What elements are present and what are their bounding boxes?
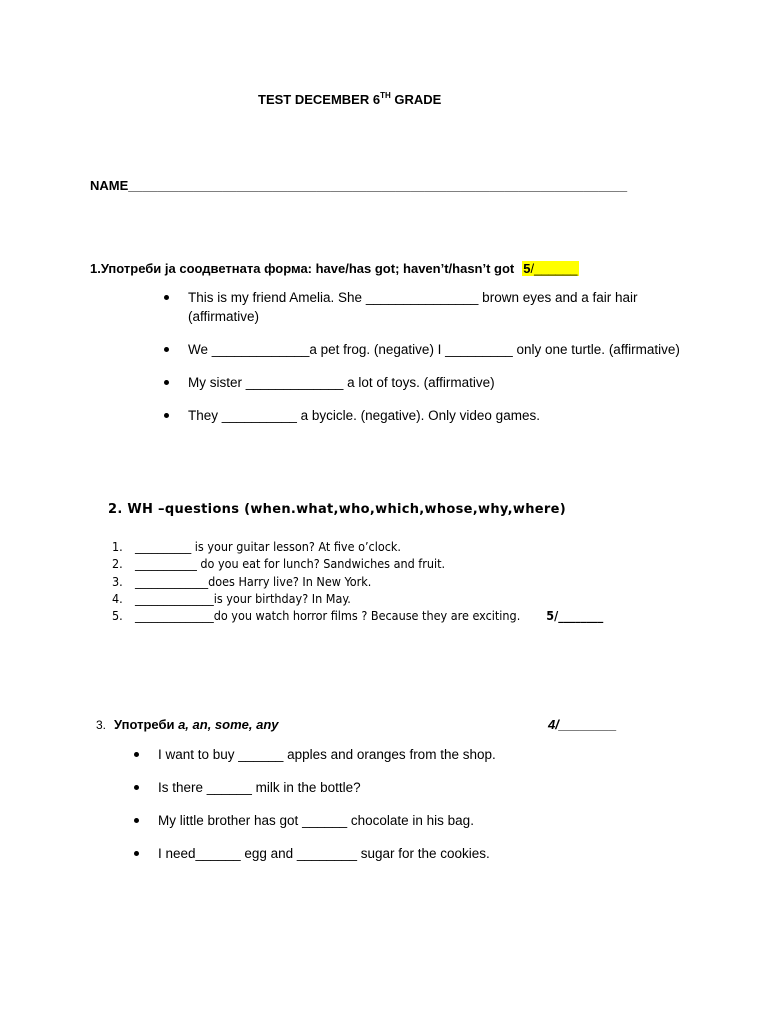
list-item-number: 5. [112, 608, 123, 624]
section3-number: 3. [96, 718, 107, 732]
list-item-text: ___________ do you eat for lunch? Sandwiches and fruit. [135, 556, 446, 572]
list-item [112, 555, 603, 572]
bullet-icon [164, 380, 169, 385]
section3-heading [96, 717, 279, 732]
list-item-text: ______________is your birthday? In May. [135, 590, 351, 606]
section1-score-number: 5 [523, 261, 531, 276]
list-item-text: My little brother has got ______ chocolate in his bag. [158, 813, 474, 828]
list-item [164, 373, 694, 392]
title-rest: GRADE [390, 92, 442, 107]
list-item [112, 590, 603, 607]
bullet-icon [134, 785, 139, 790]
list-item-text: We _____________a pet frog. (negative) I _________ only one turtle. (affirmative) [188, 342, 680, 357]
bullet-icon [164, 347, 169, 352]
name-field-line: NAME_____________________________________________________________________ [90, 178, 628, 193]
list-item-text: ______________do you watch horror films ? Because they are exciting. [135, 608, 521, 624]
list-item [112, 538, 603, 555]
list-item [164, 288, 694, 326]
bullet-icon [134, 818, 139, 823]
section3-score: 4/________ [548, 717, 617, 732]
bullet-icon [134, 752, 139, 757]
list-item-text: Is there ______ milk in the bottle? [158, 780, 361, 795]
section2-list [112, 538, 603, 624]
section3-list [134, 745, 694, 877]
section1-heading-text: 1.Употреби ја соодветната форма: have/has got; haven’t/hasn’t got [90, 261, 515, 276]
section1-score-highlight [522, 261, 578, 276]
list-item [112, 573, 603, 590]
list-item-text: They __________ a bycicle. (negative). Only video games. [188, 408, 540, 423]
list-item [134, 811, 694, 830]
list-item-text: _____________does Harry live? In New York. [135, 573, 372, 589]
bullet-icon [164, 413, 169, 418]
list-item [112, 607, 603, 624]
list-item [164, 340, 694, 359]
list-item [134, 778, 694, 797]
bullet-icon [164, 295, 169, 300]
list-item-text: This is my friend Amelia. She _______________ brown eyes and a fair hair (affirmative) [188, 290, 638, 324]
section2-heading: 2. WH –questions (when.what,who,which,whose,why,where) [108, 502, 566, 517]
list-item-text: I want to buy ______ apples and oranges from the shop. [158, 747, 496, 762]
section1-score-blank: /______ [530, 261, 578, 276]
section1-heading [90, 261, 579, 276]
section3-heading-prefix: Употреби [114, 717, 179, 732]
title-superscript: TH [380, 90, 391, 100]
section1-list [164, 288, 694, 439]
title-main: TEST DECEMBER 6 [258, 92, 381, 107]
list-item-number: 2. [112, 556, 123, 572]
bullet-icon [134, 851, 139, 856]
page-title [258, 92, 441, 107]
list-item [134, 844, 694, 863]
list-item-number: 4. [112, 590, 123, 606]
list-item-number: 3. [112, 573, 123, 589]
list-item-text: __________ is your guitar lesson? At five o’clock. [135, 539, 401, 554]
section2-score: 5/________ [546, 608, 604, 624]
list-item [134, 745, 694, 764]
list-item-text: My sister _____________ a lot of toys. (affirmative) [188, 375, 495, 390]
section3-heading-terms: a, an, some, any [178, 717, 279, 732]
list-item [164, 406, 694, 425]
list-item-text: I need______ egg and ________ sugar for the cookies. [158, 846, 490, 861]
list-item-number: 1. [112, 539, 123, 554]
